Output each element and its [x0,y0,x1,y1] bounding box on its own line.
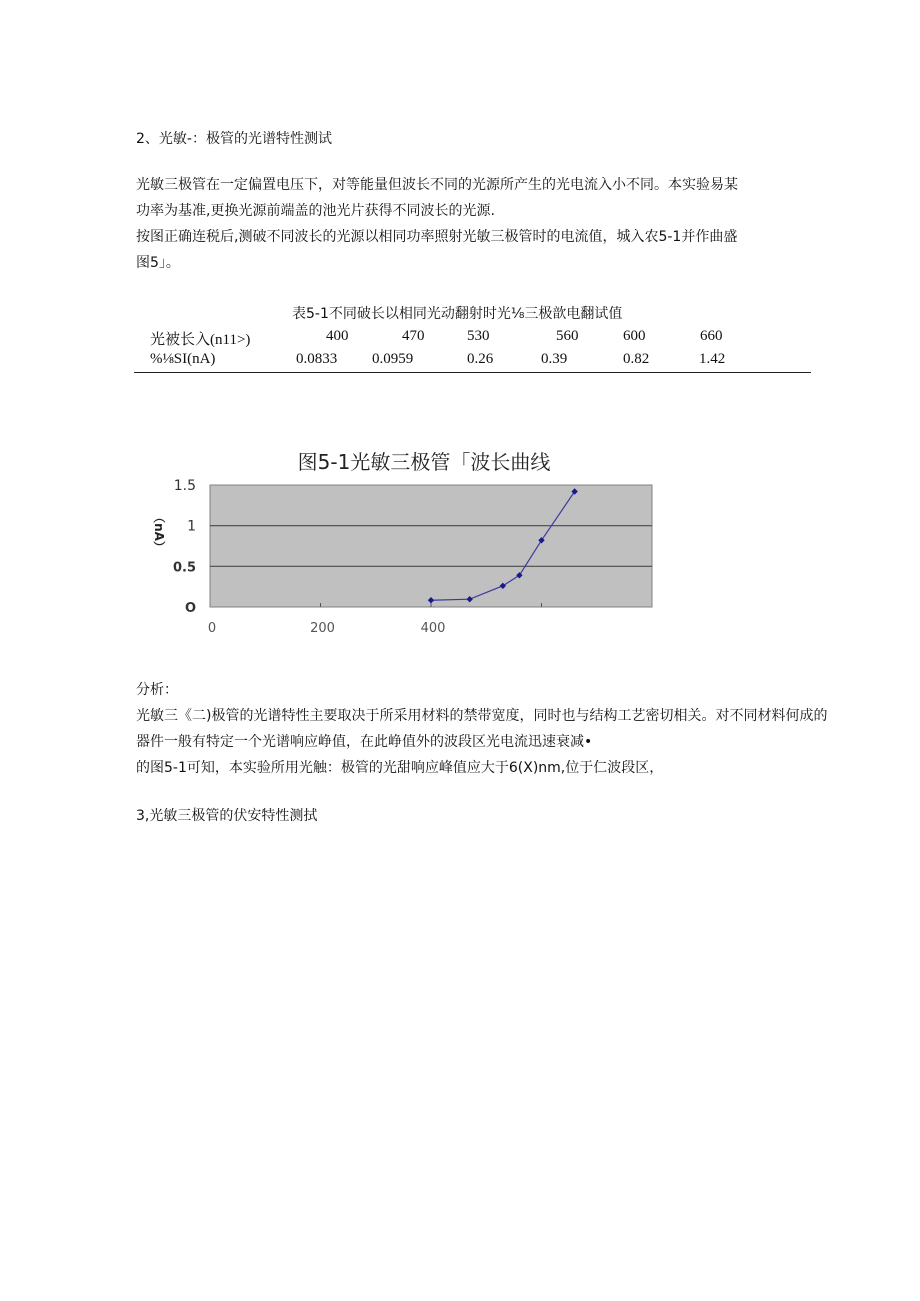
table-current-cell: 0.0959 [372,351,414,367]
y-axis-label: （nA） [152,511,166,553]
chart-figure [0,440,920,640]
table-current-cell: 0.39 [541,351,568,367]
chart-svg [0,440,920,640]
y-tick-label: O [184,601,196,616]
table-wavelength-cell: 400 [326,328,349,344]
chart-title: 图5-1光敏三极管「波长曲线 [297,450,551,474]
table-current-cell: 0.26 [467,351,494,367]
y-tick-label: 1 [187,518,196,535]
table-wavelength-cell: 530 [467,328,490,344]
section-2-title: 2、光敏-：极管的光谱特性测试 [136,131,332,147]
analysis-line-3: 的图5-1可知，本实验所用光触：极管的光甜响应峰值应大于6(X)nm,位于仁波段区， [136,760,664,776]
analysis-line-2: 器件一般有特定一个光谱响应峥值，在此峥值外的波段区光电流迅速衰减• [136,734,593,750]
y-tick-label: 1.5 [173,478,196,494]
table-wavelength-cell: 600 [623,328,646,344]
plot-area [210,485,652,607]
table-row1-label: 光被长入(n11>) [150,332,251,348]
table-current-cell: 1.42 [699,351,726,367]
x-tick-label: 0 [207,621,217,636]
table-row2-label: %⅛SI(nA) [150,351,216,367]
table-wavelength-cell: 560 [556,328,579,344]
x-tick-label: 200 [310,621,335,636]
table-caption: 表5-1不同破长以相同光动翻射时光⅛三极歆电翻试值 [292,306,623,322]
x-tick-label: 400 [420,621,446,636]
section-3-title: 3,光敏三极管的伏安特性测拭 [136,808,318,824]
table-wavelength-cell: 470 [402,328,425,344]
analysis-label: 分析： [136,682,178,698]
table-wavelength-cell: 660 [700,328,723,344]
table-bottom-rule [134,372,811,373]
intro-line-3: 按图正确连税后,测破不同波长的光源以相同功率照射光敏三极管时的电流值，城入农5-1并作曲盛 [136,229,738,245]
table-current-cell: 0.0833 [296,351,338,367]
intro-line-1: 光敏三极管在一定偏置电压下，对等能量但波长不同的光源所产生的光电流入小不同。本实验易某 [136,177,738,193]
intro-line-2: 功率为基准,更换光源前端盖的池光片获得不同波长的光源. [136,203,495,219]
analysis-line-1: 光敏三《二)极管的光谱特性主要取决于所采用材料的禁带宽度，同时也与结构工艺密切相关。对不同材料何成的 [136,708,828,724]
intro-line-4: 图5」。 [136,255,180,271]
y-tick-label: 0.5 [172,560,196,576]
table-current-cell: 0.82 [623,351,650,367]
